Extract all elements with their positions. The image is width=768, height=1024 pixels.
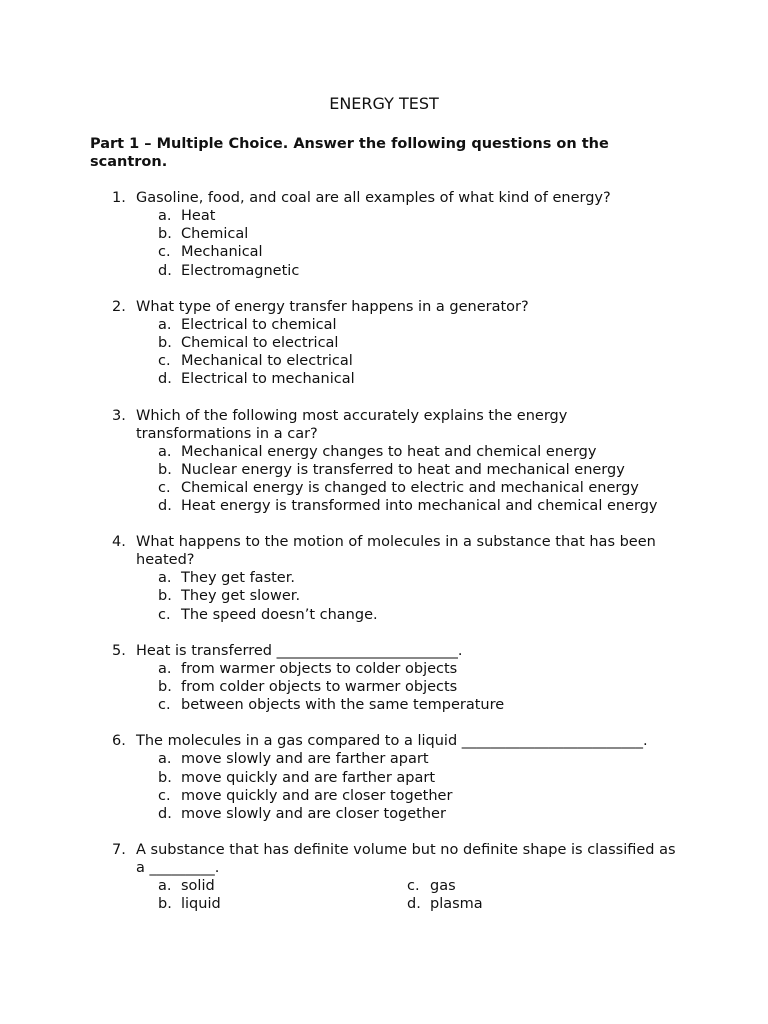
option-letter: d. <box>158 498 172 515</box>
option-text: gas <box>430 878 456 895</box>
option-text: The speed doesn’t change. <box>181 606 378 623</box>
question-2 <box>0 298 768 389</box>
answer-option <box>0 606 768 624</box>
question-number: 4. <box>112 534 126 551</box>
question-text: What happens to the motion of molecules in a substance that has been heated? <box>136 534 656 569</box>
answer-option <box>0 787 768 805</box>
answer-option <box>0 207 768 225</box>
option-letter: c. <box>158 244 171 261</box>
question-5 <box>0 642 768 715</box>
option-letter: a. <box>158 570 172 587</box>
option-letter: a. <box>158 660 172 677</box>
question-text: The molecules in a gas compared to a liquid _________________________. <box>136 733 648 750</box>
option-letter: a. <box>158 751 172 768</box>
option-letter: d. <box>158 371 172 388</box>
question-1 <box>0 189 768 280</box>
question-list <box>0 189 768 932</box>
part1-instructions: Part 1 – Multiple Choice. Answer the following questions on the scantron. <box>90 136 609 170</box>
page-title: ENERGY TEST <box>329 94 439 113</box>
option-text: Nuclear energy is transferred to heat and mechanical energy <box>181 461 625 478</box>
option-letter: b. <box>158 588 172 605</box>
option-text: Chemical to electrical <box>181 334 339 351</box>
answer-option <box>0 316 768 334</box>
question-7 <box>0 841 768 913</box>
question-number: 7. <box>112 842 126 859</box>
option-text: Chemical <box>181 226 249 243</box>
option-letter: a. <box>158 208 172 224</box>
answer-option <box>0 243 768 261</box>
answer-option-row <box>0 895 768 913</box>
question-text: Which of the following most accurately explains the energy transformations in a car? <box>136 407 568 442</box>
option-letter: a. <box>158 878 172 895</box>
option-letter: a. <box>158 443 172 460</box>
option-text: Mechanical to electrical <box>181 353 353 370</box>
option-text: Chemical energy is changed to electric and mechanical energy <box>181 479 639 496</box>
option-text: Electrical to chemical <box>181 316 337 333</box>
option-letter: b. <box>158 334 172 351</box>
option-text: move quickly and are closer together <box>181 787 453 804</box>
option-letter: c. <box>158 697 171 714</box>
option-letter: b. <box>158 226 172 243</box>
answer-option <box>0 479 768 497</box>
option-text: move slowly and are farther apart <box>181 751 429 768</box>
option-letter: b. <box>158 896 172 913</box>
question-number: 3. <box>112 407 126 424</box>
option-text: Heat energy is transformed into mechanical and chemical energy <box>181 498 658 515</box>
option-text: from colder objects to warmer objects <box>181 679 458 695</box>
question-6 <box>0 732 768 823</box>
answer-option <box>0 805 768 823</box>
answer-option <box>0 587 768 605</box>
question-text: A substance that has definite volume but no definite shape is classified as a _________. <box>136 842 676 877</box>
answer-option <box>0 569 768 587</box>
option-letter: a. <box>158 316 172 333</box>
answer-option <box>0 334 768 352</box>
answer-option <box>0 461 768 479</box>
question-4 <box>0 533 768 624</box>
answer-option <box>0 750 768 768</box>
option-text: Mechanical energy changes to heat and chemical energy <box>181 443 597 460</box>
answer-option <box>0 225 768 243</box>
option-text: solid <box>181 878 215 895</box>
question-number: 1. <box>112 190 126 206</box>
answer-option <box>0 497 768 515</box>
option-letter: d. <box>407 896 421 913</box>
option-text: Heat <box>181 208 216 224</box>
question-number: 2. <box>112 298 126 315</box>
question-number: 6. <box>112 733 126 750</box>
option-text: Mechanical <box>181 244 263 261</box>
option-text: They get slower. <box>181 588 301 605</box>
option-text: between objects with the same temperature <box>181 697 505 714</box>
option-letter: d. <box>158 805 172 822</box>
question-text: Gasoline, food, and coal are all examples of what kind of energy? <box>136 190 611 206</box>
question-text: What type of energy transfer happens in a generator? <box>136 298 529 315</box>
option-text: They get faster. <box>181 570 295 587</box>
answer-option-row <box>0 877 768 895</box>
option-text: liquid <box>181 896 221 913</box>
answer-option <box>0 696 768 714</box>
option-text: move slowly and are closer together <box>181 805 446 822</box>
answer-option <box>0 443 768 461</box>
option-letter: c. <box>158 787 171 804</box>
option-letter: c. <box>407 878 420 895</box>
question-text: Heat is transferred _________________________. <box>136 642 463 659</box>
question-3 <box>0 407 768 516</box>
question-number: 5. <box>112 642 126 659</box>
option-letter: c. <box>158 353 171 370</box>
option-letter: b. <box>158 679 172 695</box>
answer-option <box>0 370 768 388</box>
option-text: plasma <box>430 896 483 913</box>
option-text: Electrical to mechanical <box>181 371 355 388</box>
answer-option <box>0 262 768 280</box>
option-text: Electromagnetic <box>181 262 300 279</box>
option-letter: c. <box>158 479 171 496</box>
option-letter: b. <box>158 461 172 478</box>
answer-option <box>0 769 768 787</box>
answer-option <box>0 352 768 370</box>
answer-option <box>0 660 768 678</box>
option-letter: c. <box>158 606 171 623</box>
option-text: move quickly and are farther apart <box>181 769 436 786</box>
answer-option <box>0 678 768 696</box>
option-letter: b. <box>158 769 172 786</box>
option-text: from warmer objects to colder objects <box>181 660 458 677</box>
option-letter: d. <box>158 262 172 279</box>
